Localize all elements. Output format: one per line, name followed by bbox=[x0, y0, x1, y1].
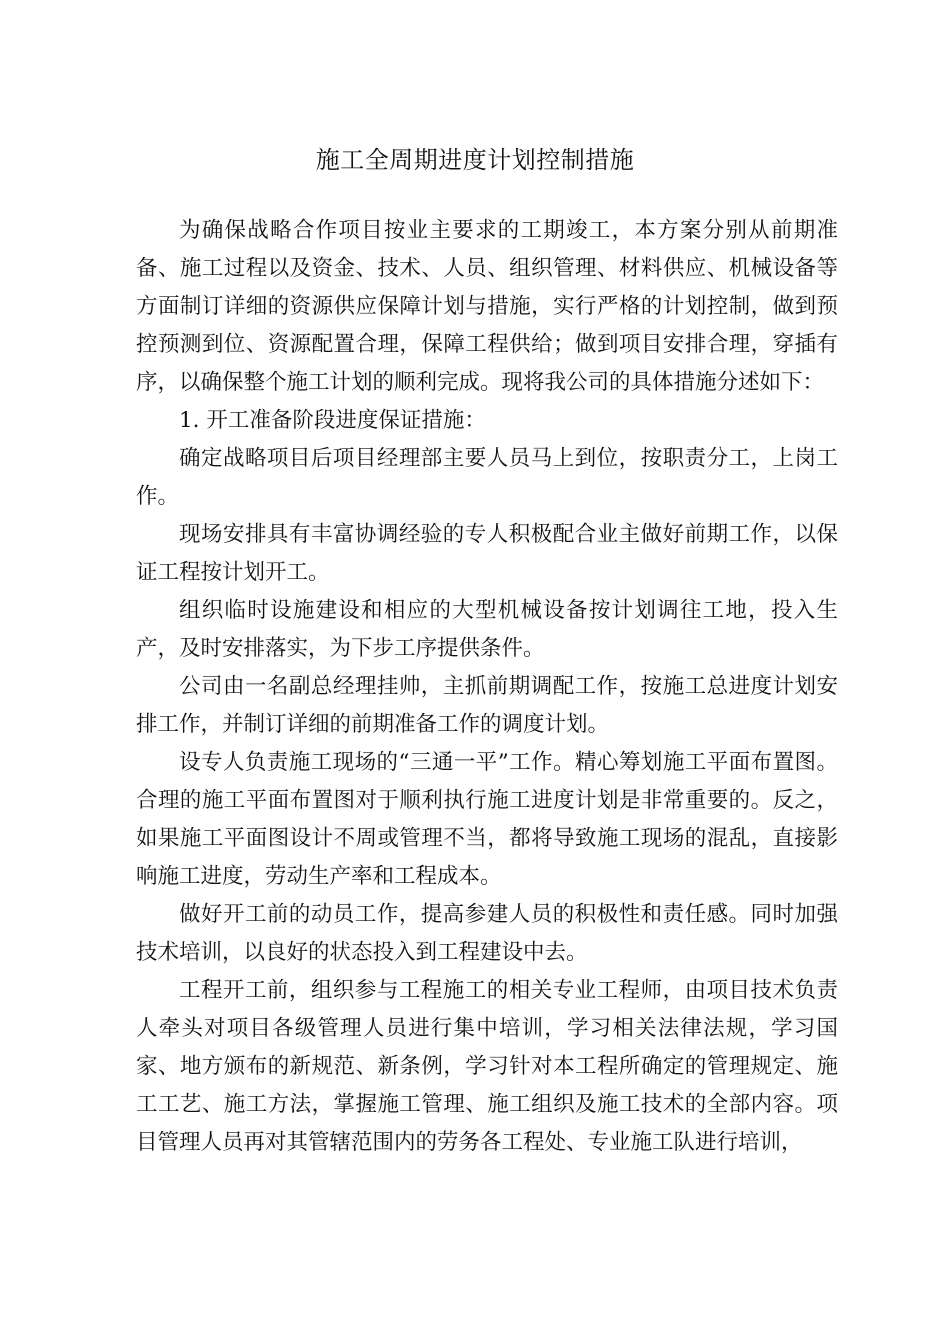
document-body bbox=[136, 212, 838, 1162]
section-heading: 1. 开工准备阶段进度保证措施： bbox=[179, 408, 486, 433]
page-title: 施工全周期进度计划控制措施 bbox=[315, 146, 635, 174]
paragraph: 工程开工前，组织参与工程施工的相关专业工程师，由项目技术负责人牵头对项目各级管理人员进行集中培训，学习相关法律法规，学习国家、地方颁布的新规范、新条例，学习针对本工程所确定的管理规定、施工工艺、施工方法，掌握施工管理、施工组织及施工技术的全部内容。项目管理人员再对其管辖范围内的劳务各工程处、专业施工队进行培训， bbox=[136, 978, 838, 1155]
paragraph-intro: 为确保战略合作项目按业主要求的工期竣工，本方案分别从前期准备、施工过程以及资金、技术、人员、组织管理、材料供应、机械设备等方面制订详细的资源供应保障计划与措施，实行严格的计划控制，做到预控预测到位、资源配置合理，保障工程供给；做到项目安排合理，穿插有序，以确保整个施工计划的顺利完成。现将我公司的具体措施分述如下： bbox=[136, 218, 838, 395]
paragraph: 确定战略项目后项目经理部主要人员马上到位，按职责分工，上岗工作。 bbox=[136, 446, 838, 509]
paragraph: 做好开工前的动员工作，提高参建人员的积极性和责任感。同时加强技术培训，以良好的状态投入到工程建设中去。 bbox=[136, 902, 838, 965]
paragraph: 现场安排具有丰富协调经验的专人积极配合业主做好前期工作，以保证工程按计划开工。 bbox=[136, 522, 838, 585]
paragraph: 设专人负责施工现场的“三通一平”工作。精心筹划施工平面布置图。合理的施工平面布置图对于顺利执行施工进度计划是非常重要的。反之，如果施工平面图设计不周或管理不当，都将导致施工现场的混乱，直接影响施工进度，劳动生产率和工程成本。 bbox=[136, 750, 838, 889]
paragraph: 组织临时设施建设和相应的大型机械设备按计划调往工地，投入生产，及时安排落实，为下步工序提供条件。 bbox=[136, 598, 838, 661]
paragraph: 公司由一名副总经理挂帅，主抓前期调配工作，按施工总进度计划安排工作，并制订详细的前期准备工作的调度计划。 bbox=[136, 674, 838, 737]
